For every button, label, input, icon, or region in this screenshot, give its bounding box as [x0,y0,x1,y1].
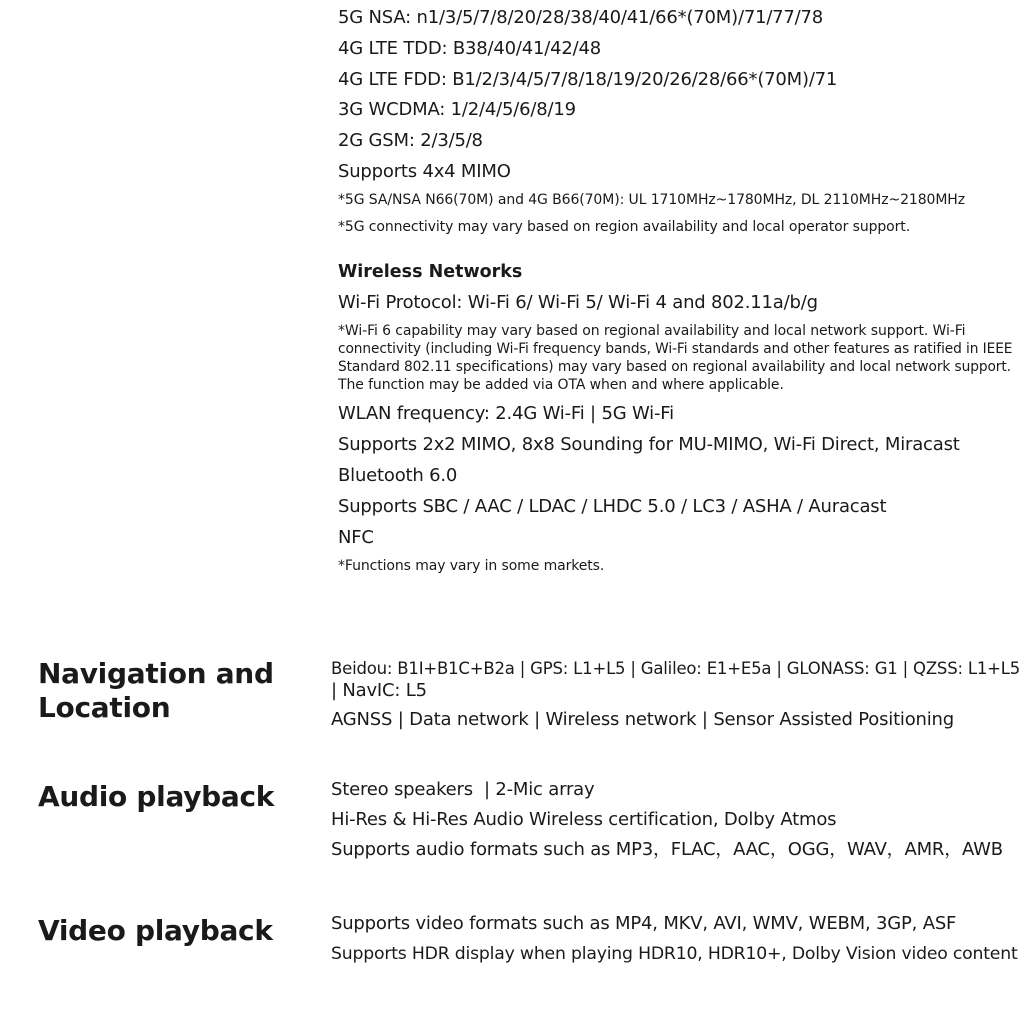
section-title-video: Video playback [38,914,273,947]
section-title-navigation: Navigation and [38,657,274,690]
spec-wlan-frequency: WLAN frequency: 2.4G Wi-Fi | 5G Wi-Fi [338,403,674,424]
spec-gnss-line-1: Beidou: B1I+B1C+B2a | GPS: L1+L5 | Galileo: E1+E5a | GLONASS: G1 | QZSS: L1+L5 [331,659,1021,678]
spec-positioning: AGNSS | Data network | Wireless network | Sensor Assisted Positioning [331,709,954,730]
spec-audio-formats: Supports audio formats such as MP3，FLAC，AAC，OGG，WAV，AMR，AWB [331,839,1003,860]
spec-wifi-mimo: Supports 2x2 MIMO, 8x8 Sounding for MU-MIMO, Wi-Fi Direct, Miracast [338,434,960,455]
spec-video-formats: Supports video formats such as MP4, MKV, AVI, WMV, WEBM, 3GP, ASF [331,913,957,934]
spec-gnss-line-2: | NavIC: L5 [331,680,427,701]
spec-nfc: NFC [338,527,374,548]
spec-2g-gsm: 2G GSM: 2/3/5/8 [338,130,483,151]
footnote-n66-bands: *5G SA/NSA N66(70M) and 4G B66(70M): UL 1710MHz~1780MHz, DL 2110MHz~2180MHz [338,192,965,208]
spec-5g-nsa: 5G NSA: n1/3/5/7/8/20/28/38/40/41/66*(70M)/71/77/78 [338,7,824,28]
footnote-wifi-line-1: *Wi-Fi 6 capability may vary based on regional availability and local network support. Wi-Fi [338,323,966,339]
spec-4g-lte-tdd: 4G LTE TDD: B38/40/41/42/48 [338,38,601,59]
spec-hdr-display: Supports HDR display when playing HDR10, HDR10+, Dolby Vision video content [331,944,1018,964]
spec-bluetooth: Bluetooth 6.0 [338,465,458,486]
footnote-5g-connectivity: *5G connectivity may vary based on region availability and local operator support. [338,219,911,235]
footnote-wifi-line-2: connectivity (including Wi-Fi frequency bands, Wi-Fi standards and other features as ratified in IEEE [338,341,1013,357]
spec-mimo: Supports 4x4 MIMO [338,161,511,182]
spec-speakers: Stereo speakers | 2-Mic array [331,779,595,800]
spec-audio-codecs: Supports SBC / AAC / LDAC / LHDC 5.0 / LC3 / ASHA / Auracast [338,496,887,517]
spec-wifi-protocol: Wi-Fi Protocol: Wi-Fi 6/ Wi-Fi 5/ Wi-Fi 4 and 802.11a/b/g [338,292,818,313]
footnote-wifi-line-3: Standard 802.11 specifications) may vary based on regional availability and local network support. [338,359,1011,375]
spec-3g-wcdma: 3G WCDMA: 1/2/4/5/6/8/19 [338,99,576,120]
spec-4g-lte-fdd: 4G LTE FDD: B1/2/3/4/5/7/8/18/19/20/26/28/66*(70M)/71 [338,69,838,90]
section-title-location: Location [38,691,171,724]
wireless-networks-heading: Wireless Networks [338,262,523,282]
section-title-audio: Audio playback [38,780,275,813]
spec-hires-audio: Hi-Res & Hi-Res Audio Wireless certification, Dolby Atmos [331,809,837,830]
footnote-wifi-line-4: The function may be added via OTA when and where applicable. [338,377,784,393]
footnote-functions: *Functions may vary in some markets. [338,558,605,574]
